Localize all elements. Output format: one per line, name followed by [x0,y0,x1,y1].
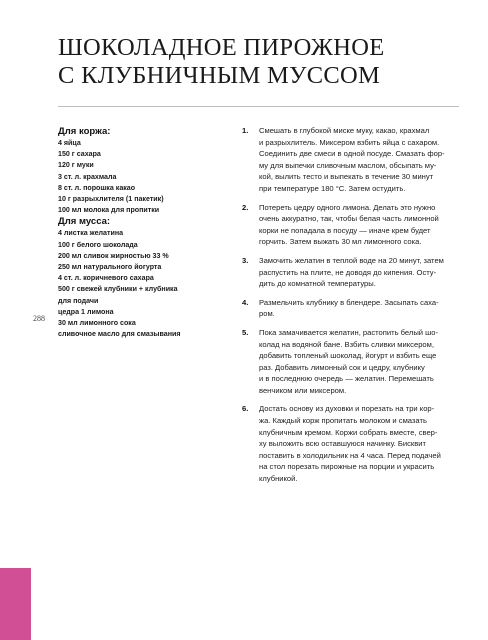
ingredient-item: 4 яйца [58,139,81,147]
ingredient-item: сливочное масло для смазывания [58,330,181,339]
step-line: и в последнюю очередь — желатин. Перемешать [259,374,434,384]
crust-ingredients-list [58,138,248,216]
method-steps [242,125,460,492]
step-2 [242,202,460,248]
ingredient-item: 500 г свежей клубники + клубника [58,285,178,294]
ingredient-item: 200 мл сливок жирностью 33 % [58,251,169,260]
step-line: ху выложить всю оставшуюся начинку. Бисквит [259,439,426,449]
recipe-title [58,34,458,90]
step-text [259,202,460,248]
step-line: колад на водяной бане. Взбить сливки миксером, [259,339,434,349]
step-5 [242,327,460,397]
ingredient-item: 8 ст. л. порошка какао [58,183,136,192]
step-number: 3. [242,255,249,265]
step-line: Потереть цедру одного лимона. Делать это нужно [259,202,436,212]
ingredient-item: для подачи [58,296,99,305]
step-line: кой, вылить тесто и выпекать в течение 30 минут [259,172,434,182]
step-line: очень аккуратно, так, чтобы белая часть лимонной [259,214,439,224]
ingredient-item: 150 г сахара [58,150,101,159]
page-number: 288 [33,314,45,323]
title-line-1: ШОКОЛАДНОЕ ПИРОЖНОЕ [58,34,385,61]
step-number: 4. [242,297,249,307]
step-line: и разрыхлитель. Миксером взбить яйца с сахаром. [259,137,440,147]
step-line: Соединить две смеси в одной посуде. Смазать фор- [259,149,445,159]
ingredient-item: 4 листка желатина [58,229,124,238]
mousse-ingredients-list [58,228,248,340]
step-line: горчить. Затем выжать 30 мл лимонного сока. [259,237,422,247]
mousse-heading: Для мусса: [58,216,111,228]
step-text [259,403,460,484]
step-line: Размельчить клубнику в блендере. Засыпать саха- [259,297,439,307]
ingredient-item: цедра 1 лимона [58,307,114,316]
crust-heading: Для коржа: [58,126,111,137]
ingredient-item: 3 ст. л. крахмала [58,172,117,181]
step-text [259,327,460,397]
step-line: клубникой. [259,474,298,484]
ingredient-item: 30 мл лимонного сока [58,319,136,328]
ingredient-item: 4 ст. л. коричневого сахара [58,274,154,283]
step-number: 2. [242,202,249,212]
step-line: дить до комнатной температуры. [259,279,376,289]
step-6 [242,403,460,484]
step-line: жа. Каждый корж пропитать молоком и смазать [259,416,427,426]
ingredients-column [58,126,248,340]
step-line: Смешать в глубокой миске муку, какао, крахмал [259,126,430,135]
step-3 [242,255,460,290]
step-line: на стол порезать пирожные на порции и украсить [259,462,435,472]
step-number: 6. [242,404,249,414]
step-line: клубничным кремом. Коржи собрать вместе, свер- [259,427,438,437]
step-1 [242,125,460,195]
step-number: 1. [242,126,249,135]
ingredient-item: 100 мл молока для пропитки [58,206,160,215]
step-line: при температуре 180 °С. Затем остудить. [259,183,406,193]
step-line: добавить топленый шоколад, йогурт и взбить еще [259,351,437,361]
step-line: корки не попадала в посуду — иначе крем будет [259,225,431,235]
step-line: ром. [259,309,275,319]
ingredient-item: 120 г муки [58,161,94,170]
step-text [259,297,460,320]
step-line: поставить в холодильник на 4 часа. Перед подачей [259,450,441,460]
step-line: раз. Добавить лимонный сок и цедру, клубнику [259,362,425,372]
section-color-tab [0,568,31,640]
step-line: Замочить желатин в теплой воде на 20 минут, затем [259,255,444,265]
ingredient-item: 250 мл натурального йогурта [58,263,162,272]
title-line-2: С КЛУБНИЧНЫМ МУССОМ [58,62,381,89]
step-number: 5. [242,327,249,337]
ingredient-item: 10 г разрыхлителя (1 пакетик) [58,195,164,204]
step-line: Пока замачивается желатин, растопить белый шо- [259,327,438,337]
ingredient-item: 100 г белого шоколада [58,240,138,249]
step-text [259,125,460,195]
title-divider [58,106,459,107]
step-line: Достать основу из духовки и порезать на три кор- [259,404,435,414]
step-line: венчиком или миксером. [259,385,347,395]
step-4 [242,297,460,320]
step-text [259,255,460,290]
step-line: му для выпечки сливочным маслом, обсыпать му- [259,160,437,170]
step-line: распустить на плите, не доводя до кипения. Осту- [259,267,437,277]
